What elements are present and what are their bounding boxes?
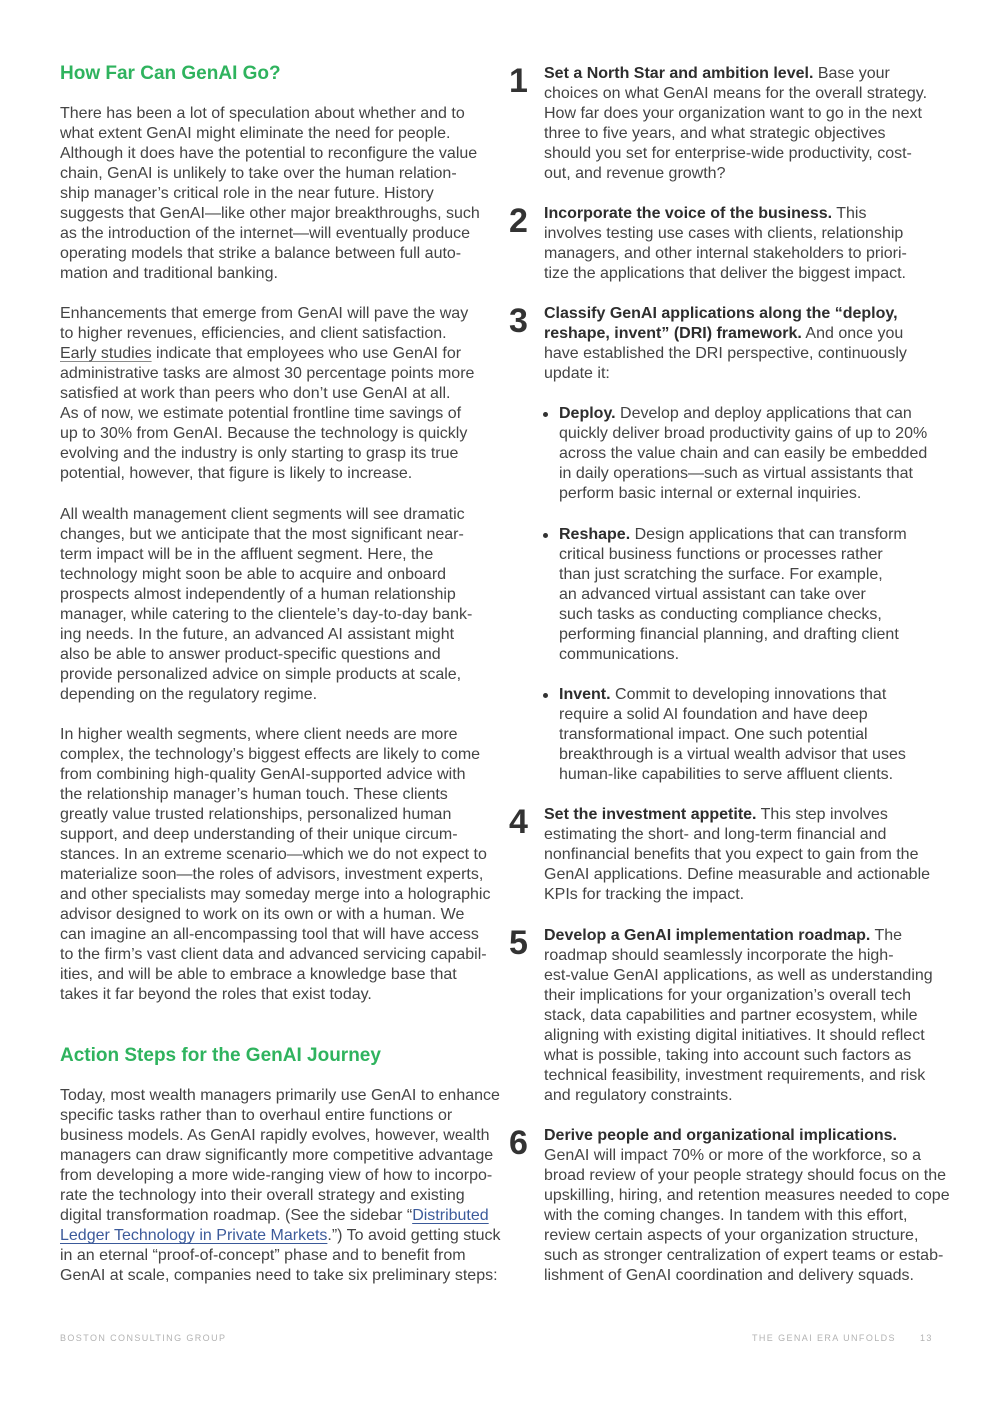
step-description: This involves testing use cases with clients, relationship managers, and other internal stakeholders to priori- tize the applications that deliver the biggest impact. bbox=[544, 205, 907, 282]
bullet-text bbox=[559, 525, 907, 665]
step-number: 5 bbox=[509, 924, 528, 962]
bullet-text bbox=[559, 404, 927, 504]
paragraph-text: Enhancements that emerge from GenAI will pave the way to higher revenues, efficiencies, and client satisfaction. bbox=[60, 305, 469, 342]
bullet-icon bbox=[543, 412, 548, 417]
page-number: 13 bbox=[920, 1333, 933, 1343]
step-title: Develop a GenAI implementation roadmap. bbox=[544, 927, 871, 944]
step-text bbox=[544, 304, 907, 384]
step-text bbox=[544, 926, 933, 1106]
step-number: 6 bbox=[509, 1124, 528, 1162]
step-title: Incorporate the voice of the business. bbox=[544, 205, 833, 222]
paragraph-text: indicate that employees who use GenAI for administrative tasks are almost 30 percentage points more satisfied at work than peers who don’t use GenAI at all. As of now, we estimate potential frontline time savings of up to 30% from GenAI. Because the technology is quickly evolving and the industry is only starting to grasp its true potential, however, that figure is likely to increase. bbox=[60, 345, 475, 482]
bullet-description: Develop and deploy applications that can quickly deliver broad productivity gains of up to 20% across the value chain and can easily be embedded in daily operations—such as virtual assistants that perform basic internal or external inquiries. bbox=[559, 405, 928, 502]
bullet-description: Commit to developing innovations that require a solid AI foundation and have deep transformational impact. One such potential breakthrough is a virtual wealth advisor that uses human-like capabilities to serve affluent clients. bbox=[559, 686, 906, 783]
step-text bbox=[544, 64, 927, 184]
publisher-name: BOSTON CONSULTING GROUP bbox=[60, 1333, 227, 1343]
paragraph-text: Today, most wealth managers primarily use GenAI to enhance specific tasks rather than to overhaul entire functions or business models. As GenAI rapidly evolves, however, wealth managers can draw significantly more competitive advantage from developing a more wide-ranging view of how to incorpo- rate the technology into their overall strategy and existing digital transformation roadmap. (See the sidebar “ bbox=[60, 1087, 500, 1224]
early-studies-link[interactable]: Early studies bbox=[60, 345, 152, 362]
section-heading: Action Steps for the GenAI Journey bbox=[60, 1045, 381, 1066]
body-paragraph bbox=[60, 1086, 501, 1286]
step-description: GenAI will impact 70% or more of the workforce, so a broad review of your people strategy should focus on the upskilling, hiring, and retention measures needed to cope with the coming changes. In tandem with this effort, review certain aspects of your organization structure, such as stronger centralization of expert teams or estab- lishment of GenAI coordination and delivery squads. bbox=[544, 1147, 950, 1284]
step-number: 2 bbox=[509, 202, 528, 240]
step-number: 4 bbox=[509, 803, 528, 841]
step-number: 1 bbox=[509, 62, 528, 100]
body-paragraph bbox=[60, 304, 474, 484]
step-description: This step involves estimating the short- and long-term financial and nonfinancial benefits that you expect to gain from the GenAI applications. Define measurable and actionable KPIs for tracking the impact. bbox=[544, 806, 931, 903]
step-title: Set a North Star and ambition level. bbox=[544, 65, 814, 82]
bullet-description: Design applications that can transform critical business functions or processes rather than just scratching the surface. For example, an advanced virtual assistant can take over such tasks as conducting compliance checks, performing financial planning, and drafting client communications. bbox=[559, 526, 907, 663]
bullet-icon bbox=[543, 533, 548, 538]
sidebar-link[interactable]: Distributed Ledger Technology in Private Markets bbox=[60, 1207, 489, 1244]
step-description: Base your choices on what GenAI means for the overall strategy. How far does your organization want to go in the next three to five years, and what strategic objectives should you set for enterprise-wide productivity, cost- out, and revenue growth? bbox=[544, 65, 928, 182]
step-title: Derive people and organizational implications. bbox=[544, 1127, 897, 1144]
step-text bbox=[544, 1126, 950, 1286]
bullet-title: Deploy. bbox=[559, 405, 616, 422]
body-paragraph: There has been a lot of speculation about whether and to what extent GenAI might eliminate the need for people. Although it does have the potential to reconfigure the value chain, GenAI is unlikely to take over the human relation- ship manager’s critical role in the near future. History suggests that GenAI—like other major breakthroughs, such as the introduction of the internet—will eventually produce operating models that strike a balance between full auto- mation and traditional banking. bbox=[60, 105, 480, 282]
step-title: Set the investment appetite. bbox=[544, 806, 757, 823]
step-description: And once you have established the DRI perspective, continuously update it: bbox=[544, 325, 907, 382]
bullet-title: Reshape. bbox=[559, 526, 631, 543]
bullet-text bbox=[559, 685, 906, 785]
bullet-title: Invent. bbox=[559, 686, 611, 703]
body-paragraph: All wealth management client segments will see dramatic changes, but we anticipate that the most significant near- term impact will be in the affluent segment. Here, the technology might soon be able to acquire and onboard prospects almost independently of a human relationship manager, while catering to the clientele’s day-to-day bank- ing needs. In the future, an advanced AI assistant might also be able to answer product-specific questions and provide personalized advice on simple products at scale, depending on the regulatory regime. bbox=[60, 506, 473, 703]
section-heading: How Far Can GenAI Go? bbox=[60, 63, 281, 84]
step-text bbox=[544, 805, 930, 905]
step-number: 3 bbox=[509, 302, 528, 340]
body-paragraph: In higher wealth segments, where client needs are more complex, the technology’s biggest effects are likely to come from combining high-quality GenAI-supported advice with the relationship manager’s human touch. These clients greatly value trusted relationships, personalized human support, and deep understanding of their unique circum- stances. In an extreme scenario—which we do not expect to materialize soon—the roles of advisors, investment experts, and other specialists may someday merge into a holographic advisor designed to work on its own or with a human. We can imagine an all-encompassing tool that will have access to the firm’s vast client data and advanced servicing capabil- ities, and will be able to embrace a knowledge base that takes it far beyond the roles that exist today. bbox=[60, 726, 491, 1003]
step-title: Classify GenAI applications along the “deploy, reshape, invent” (DRI) framework. bbox=[544, 305, 898, 342]
step-text bbox=[544, 204, 907, 284]
step-description: The roadmap should seamlessly incorporate the high- est-value GenAI applications, as well as understanding their implications for your organization’s overall tech stack, data capabilities and partner ecosystem, while aligning with existing digital initiatives. It should reflect what is possible, taking into account such factors as technical feasibility, investment requirements, and risk and regulatory constraints. bbox=[544, 927, 933, 1104]
report-title: THE GENAI ERA UNFOLDS bbox=[752, 1333, 896, 1343]
paragraph-text: .”) To avoid getting stuck in an eternal “proof-of-concept” phase and to benefit from GenAI at scale, companies need to take six preliminary steps: bbox=[60, 1227, 501, 1284]
bullet-icon bbox=[543, 693, 548, 698]
